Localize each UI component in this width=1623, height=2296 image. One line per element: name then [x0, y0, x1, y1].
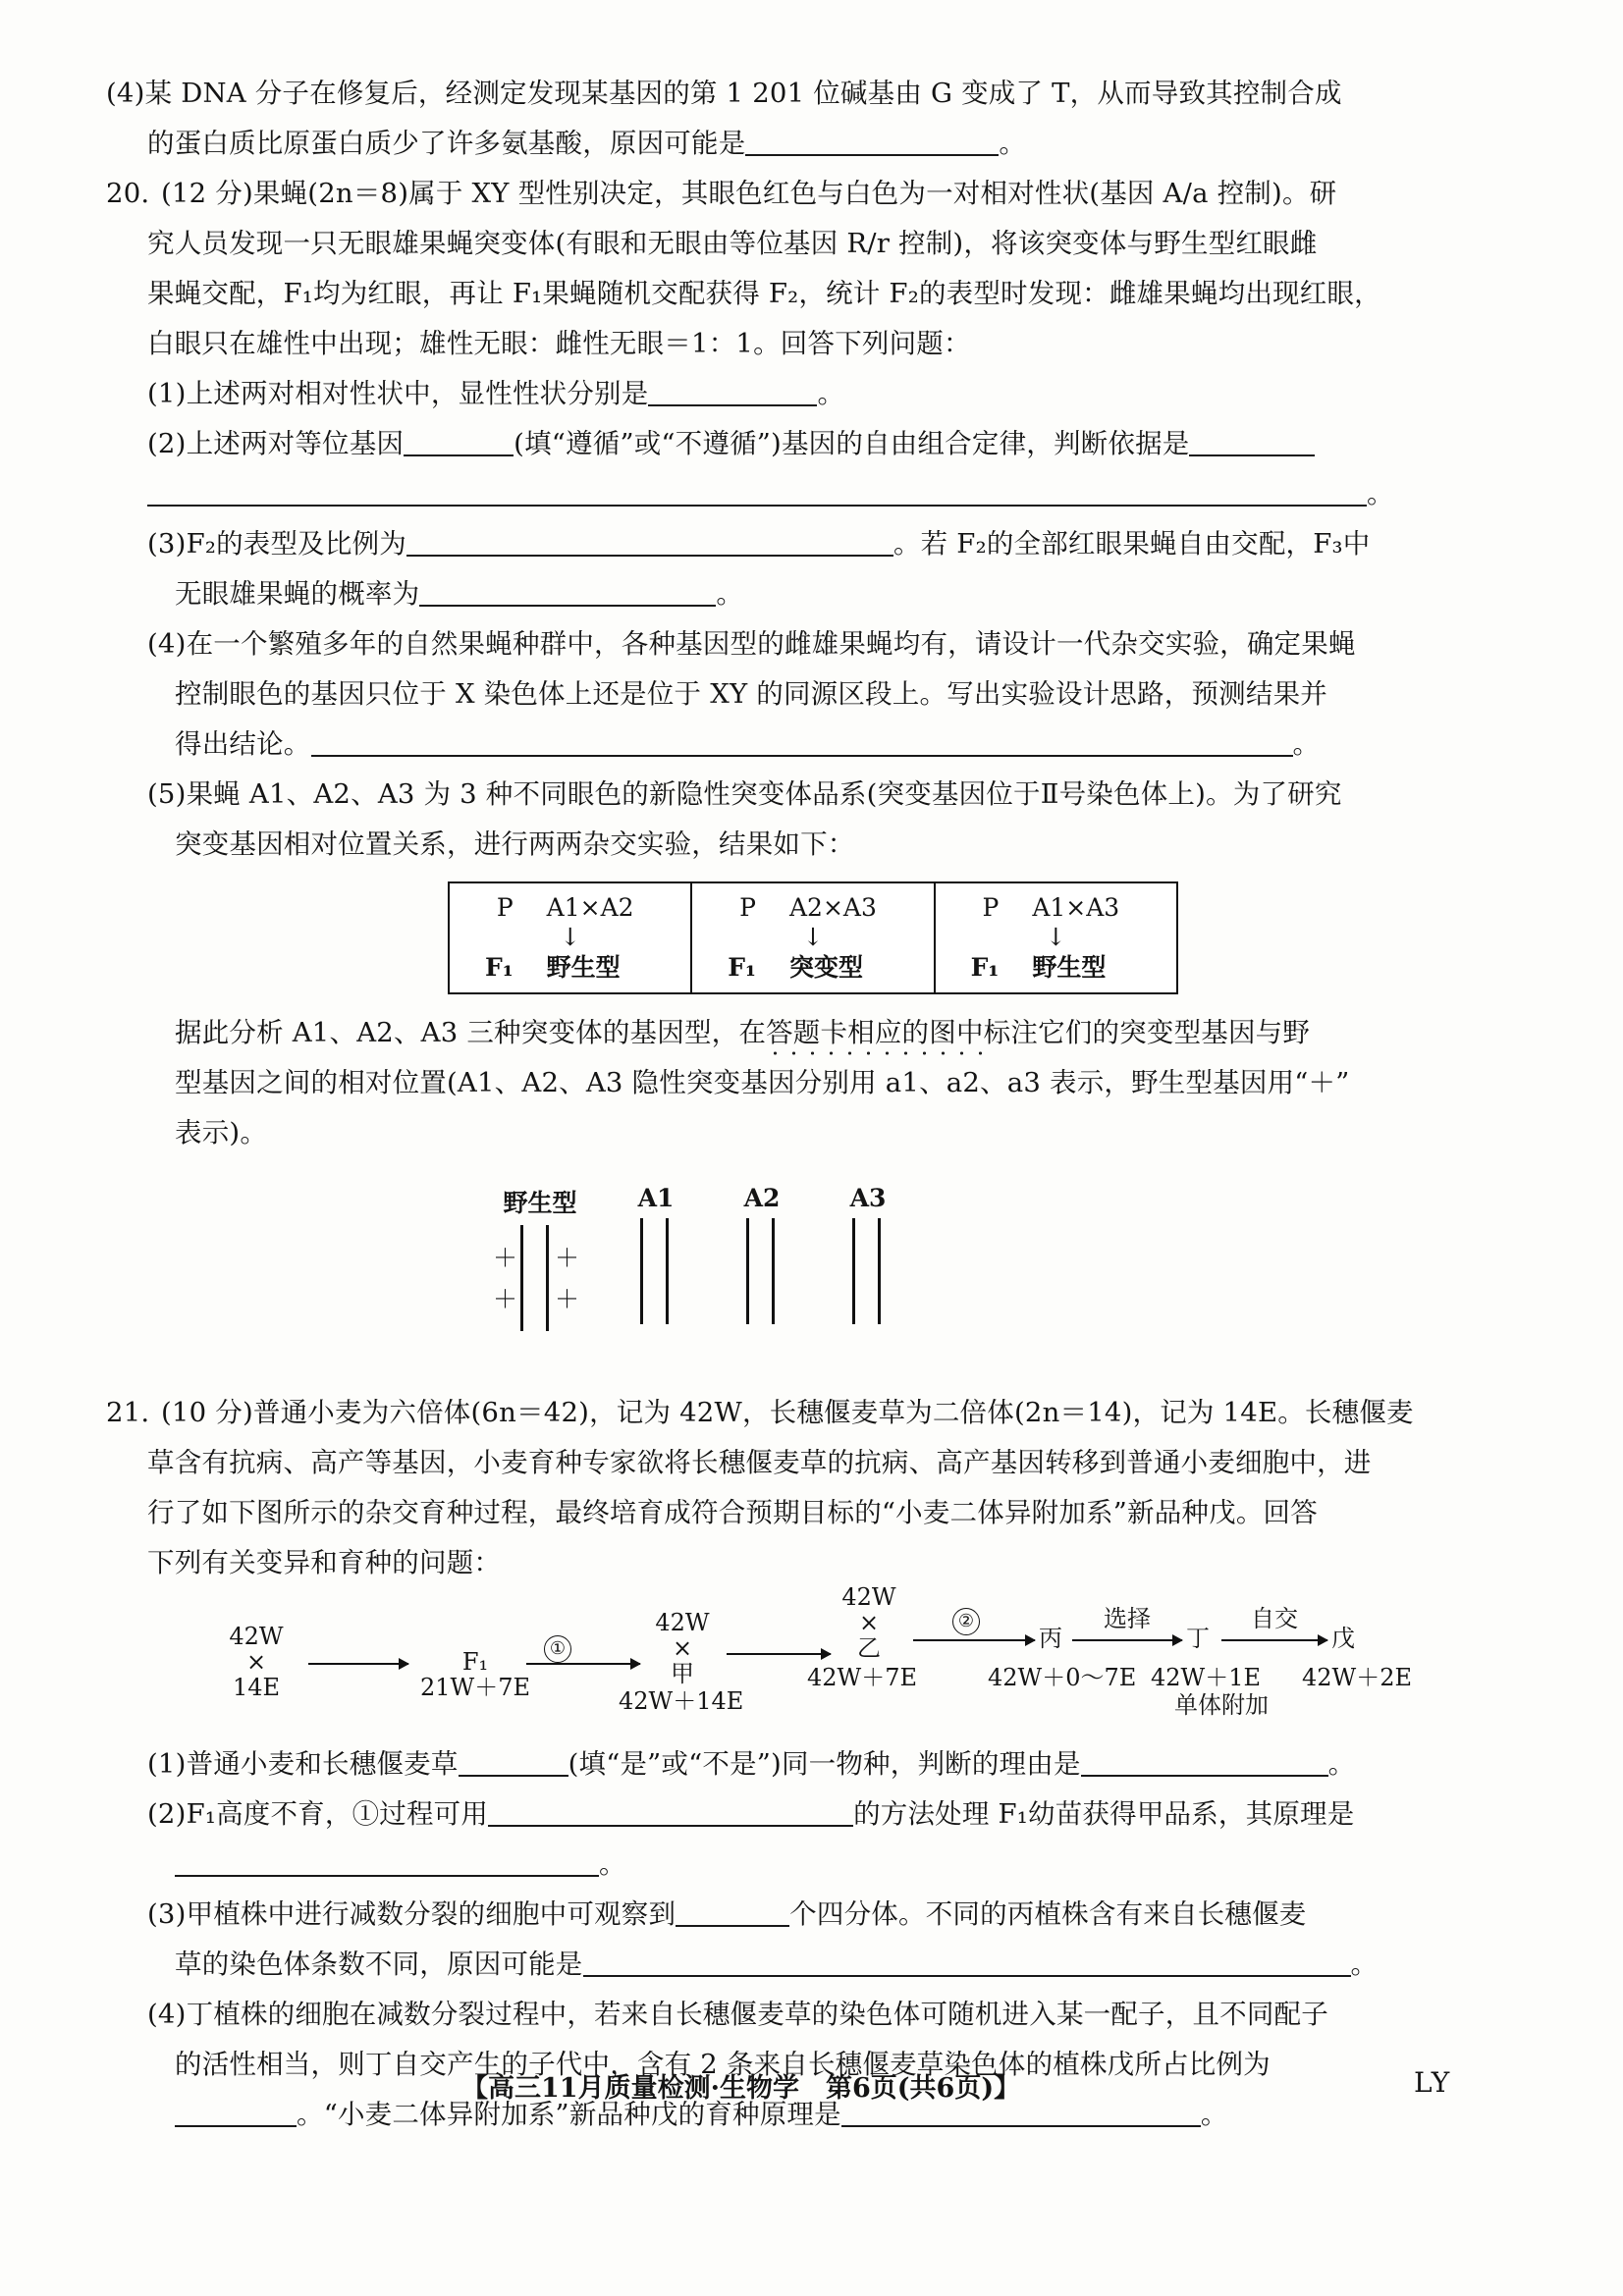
cross-f-row-3: [936, 952, 1176, 983]
q21-sub3-line2: [106, 1940, 1520, 1990]
q20-sub2-line2: [106, 469, 1520, 519]
cross-f-row-2: [692, 952, 933, 983]
chrom-group-a3: [839, 1184, 897, 1324]
q21-sub4-text2: 的活性相当，则丁自交产生的子代中，含有 2 条来自长穗偃麦草染色体的植株戊所占比例为: [175, 2049, 1271, 2080]
flow-arrow-1-icon: [308, 1663, 408, 1665]
q20-sub4-blank[interactable]: [311, 732, 1293, 757]
q20-sub2-blank2[interactable]: [1189, 432, 1315, 456]
footer-title: 【高三11月质量检测·生物学 第6页(共6页)】: [461, 2073, 1021, 2104]
chrom-group-wildtype: [491, 1184, 589, 1331]
cross-arrow-3: ↓: [1045, 923, 1066, 951]
flow-step-2: [952, 1606, 980, 1635]
q21-sub4-text3: 。“小麦二体异附加系”新品种戊的育种原理是: [297, 2099, 841, 2130]
q19-part4-text1: 某 DNA 分子在修复后，经测定发现某基因的第 1 201 位碱基由 G 变成了 T，从而导致其控制合成: [144, 78, 1342, 109]
q20-sub5-after-a: 据此分析 A1、A2、A3 三种突变体的基因型，在: [175, 1017, 767, 1048]
q20-stem-line2: [106, 219, 1520, 269]
q20-sub4-period: 。: [1292, 728, 1321, 760]
q21-sub1-label: (1): [147, 1748, 187, 1780]
chromatid-right: [666, 1218, 669, 1324]
flow-wu-label: 戊: [1331, 1625, 1355, 1652]
flow-yi-sub: 42W＋7E: [807, 1664, 917, 1691]
q20-sub4-line1: [106, 619, 1520, 669]
flow-arrow-6-icon: [1221, 1639, 1327, 1641]
cross-p-value-3: A1×A3: [1032, 893, 1120, 922]
wildtype-plus-4: ＋: [555, 1285, 580, 1313]
q20-sub2-line1: [106, 419, 1520, 469]
q20-sub3-line1: [106, 519, 1520, 569]
chromatid-right: [878, 1218, 881, 1324]
cross-f-value-1: 野生型: [546, 953, 621, 982]
chrom-label-a1: A1: [637, 1184, 675, 1212]
chrom-label-wildtype: 野生型: [503, 1189, 577, 1217]
flow-jia-group: [648, 1610, 717, 1686]
cross-f-label-3: F₁: [970, 953, 1000, 982]
flow-f1: [418, 1649, 532, 1700]
cross-f-value-3: 野生型: [1032, 953, 1107, 982]
flow-jia-top: 42W: [655, 1609, 710, 1636]
wildtype-plus-1: ＋: [493, 1244, 518, 1272]
q21-sub4-period: 。: [1200, 2099, 1228, 2130]
q21-sub1-text1: 普通小麦和长穗偃麦草: [186, 1748, 459, 1780]
flow-p1-top: 42W: [229, 1623, 284, 1650]
chrom-label-a3: A3: [849, 1184, 887, 1212]
q20-sub5-after-dotted: 答题卡相应的图中: [766, 1017, 984, 1048]
q20-sub3-text3: 无眼雄果蝇的概率为: [175, 578, 420, 610]
q20-sub3-text1: F₂的表型及比例为: [186, 528, 406, 560]
chromosome-diagram: [106, 1184, 1520, 1331]
q21-number: 21.: [106, 1397, 150, 1428]
q21-stem-line3: [106, 1488, 1520, 1538]
q20-stem-text1: 果蝇(2n＝8)属于 XY 型性别决定，其眼色红色与白色为一对相对性状(基因 A/a 控制)。研: [252, 178, 1337, 209]
q21-sub3-period: 。: [1350, 1949, 1379, 1980]
q21-stem-text1: 普通小麦为六倍体(6n＝42)，记为 42W，长穗偃麦草为二倍体(2n＝14)，记为 14E。长穗偃麦: [252, 1397, 1414, 1428]
q20-score: (12 分): [161, 178, 253, 209]
q20-sub5-line1: [106, 770, 1520, 820]
q21-sub4-blank1[interactable]: [175, 2103, 297, 2127]
flow-ding-note: 单体附加: [1174, 1691, 1269, 1719]
q20-sub4-text3: 得出结论。: [175, 728, 311, 760]
chrom-group-a2: [732, 1184, 791, 1324]
flow-wu-sub: 42W＋2E: [1302, 1664, 1412, 1691]
q21-sub3-text2: 个四分体。不同的丙植株含有来自长穗偃麦: [789, 1898, 1307, 1930]
q20-sub4-label: (4): [147, 628, 187, 660]
q20-sub5-line2: [106, 820, 1520, 870]
cross-f-label-2: F₁: [728, 953, 756, 982]
q20-sub4-line2: [106, 669, 1520, 720]
q20-sub3-blank1[interactable]: [406, 532, 893, 557]
q19-part4-line2: [106, 119, 1520, 169]
q20-sub5-label: (5): [147, 778, 187, 810]
q20-sub2-blank1[interactable]: [404, 432, 514, 456]
flow-parent-1: [214, 1624, 298, 1700]
chrom-pair-a3[interactable]: [839, 1218, 897, 1324]
chromatid-left: [640, 1218, 643, 1324]
q21-sub4-blank2[interactable]: [841, 2103, 1201, 2127]
q21-sub2-line1: [106, 1789, 1520, 1840]
q21-sub2-blank2[interactable]: [175, 1852, 599, 1877]
flow-arrow-5-icon: [1072, 1639, 1182, 1641]
q21-sub4-text1: 丁植株的细胞在减数分裂过程中，若来自长穗偃麦草的染色体可随机进入某一配子，且不同配子: [186, 1999, 1328, 2030]
flow-select-label: 选择: [1104, 1605, 1151, 1632]
q20-stem-text4: 白眼只在雄性中出现；雄性无眼：雌性无眼＝1：1。回答下列问题：: [147, 328, 971, 359]
q21-sub3-blank1[interactable]: [676, 1902, 789, 1927]
flow-p1-cross-icon: ×: [245, 1648, 267, 1676]
flow-jia-cross-icon: ×: [672, 1634, 693, 1662]
chrom-pair-a1[interactable]: [626, 1218, 685, 1324]
q20-stem-text3: 果蝇交配，F₁均为红眼，再让 F₁果蝇随机交配获得 F₂，统计 F₂的表型时发现：雌雄果蝇均出现红眼，: [147, 278, 1381, 309]
cross-p-label-3: P: [982, 893, 1000, 922]
flow-yi-group: [835, 1584, 903, 1661]
cross-p-row-1: [450, 892, 690, 923]
flow-jia-label: 甲: [671, 1660, 694, 1687]
chromatid-right: [772, 1218, 775, 1324]
cross-result-table: [448, 881, 1178, 994]
flow-ding-label: 丁: [1186, 1625, 1210, 1652]
q20-sub5-after-line2: [106, 1058, 1520, 1108]
cross-p-label-2: P: [739, 893, 756, 922]
q21-stem-text4: 下列有关变异和育种的问题：: [147, 1547, 502, 1578]
flow-arrow-4-icon: [913, 1639, 1035, 1641]
q21-sub2-blank1[interactable]: [488, 1802, 853, 1827]
flow-p1-bottom: 14E: [232, 1674, 281, 1701]
q20-sub5-after-b: 标注它们的突变型基因与野: [983, 1017, 1311, 1048]
flow-yi-top: 42W: [841, 1583, 896, 1611]
q20-number: 20.: [106, 178, 150, 209]
q20-sub1-text: 上述两对相对性状中，显性性状分别是: [186, 378, 649, 409]
q20-sub1-blank[interactable]: [648, 382, 817, 406]
chromatid-left: [852, 1218, 855, 1324]
q21-stem-text3: 行了如下图所示的杂交育种过程，最终培育成符合预期目标的“小麦二体异附加系”新品种戊。回答: [147, 1497, 1318, 1528]
q20-stem-line4: [106, 319, 1520, 369]
q21-sub3-blank2[interactable]: [583, 1952, 1351, 1977]
chromatid-right: [546, 1225, 549, 1331]
q21-sub2-line2: [106, 1840, 1520, 1890]
q21-sub1-text2: (填“是”或“不是”)同一物种，判断的理由是: [568, 1748, 1081, 1780]
chrom-group-a1: [626, 1184, 685, 1324]
chrom-pair-a2[interactable]: [732, 1218, 791, 1324]
q20-sub3-blank2[interactable]: [419, 582, 716, 607]
cross-f-value-2: 突变型: [788, 953, 863, 982]
footer-code: LY: [1414, 2066, 1451, 2099]
q20-sub3-label: (3): [147, 528, 187, 560]
q20-sub3-text2: 。若 F₂的全部红眼果蝇自由交配，F₃中: [893, 528, 1371, 560]
q21-score: (10 分): [161, 1397, 253, 1428]
chromatid-left: [746, 1218, 749, 1324]
q20-sub2-blank3[interactable]: [147, 482, 1367, 507]
q20-sub1-label: (1): [147, 378, 187, 409]
cross-cell-3: [936, 883, 1176, 992]
q21-sub2-period: 。: [599, 1848, 626, 1880]
q21-stem-line2: [106, 1438, 1520, 1488]
q20-sub5-after-text2: 型基因之间的相对位置(A1、A2、A3 隐性突变基因分别用 a1、a2、a3 表示，野生型基因用“＋”: [175, 1067, 1350, 1098]
q19-part4-label: (4): [106, 78, 145, 109]
q21-sub1: [106, 1739, 1520, 1789]
q20-stem-text2: 究人员发现一只无眼雄果蝇突变体(有眼和无眼由等位基因 R/r 控制)，将该突变体与野生型红眼雌: [147, 228, 1318, 259]
q20-sub2-text1: 上述两对等位基因: [186, 428, 405, 459]
q21-sub2-text2: 的方法处理 F₁幼苗获得甲品系，其原理是: [853, 1798, 1355, 1830]
q20-sub4-text2: 控制眼色的基因只位于 X 染色体上还是位于 XY 的同源区段上。写出实验设计思路，预测结果并: [175, 678, 1327, 710]
flow-step1-number: ①: [544, 1635, 571, 1663]
flow-step-1: [544, 1633, 571, 1663]
flow-bing-label: 丙: [1039, 1625, 1062, 1652]
q20-sub3-line2: [106, 569, 1520, 619]
cross-p-row-2: [692, 892, 933, 923]
cross-cell-2: [692, 883, 935, 992]
cross-p-value-2: A2×A3: [788, 893, 877, 922]
flow-step2-number: ②: [952, 1608, 980, 1635]
q21-sub3-text1: 甲植株中进行减数分裂的细胞中可观察到: [186, 1898, 676, 1930]
flow-self-label: 自交: [1251, 1605, 1298, 1632]
q20-sub1: [106, 369, 1520, 419]
page-content: [106, 69, 1520, 2140]
flow-f1-sub: 21W＋7E: [420, 1674, 530, 1701]
q20-sub1-period: 。: [817, 378, 845, 409]
q20-stem-line3: [106, 269, 1520, 319]
q21-stem-line4: [106, 1538, 1520, 1588]
cross-p-label-1: P: [496, 893, 514, 922]
q21-sub1-period: 。: [1327, 1748, 1356, 1780]
q21-sub3-text3: 草的染色体条数不同，原因可能是: [175, 1949, 583, 1980]
q20-sub3-period: 。: [716, 578, 744, 610]
q20-sub5-after-line3: [106, 1108, 1520, 1158]
q20-stem-line1: [106, 169, 1520, 219]
cross-arrow-1: ↓: [560, 923, 581, 951]
q21-sub1-blank2[interactable]: [1081, 1752, 1328, 1777]
q19-part4-period: 。: [999, 128, 1027, 159]
q21-sub1-blank1[interactable]: [459, 1752, 568, 1777]
cross-f-row-1: [450, 952, 690, 983]
chromatid-left: [520, 1225, 523, 1331]
q20-sub2-period: 。: [1367, 478, 1394, 509]
q21-sub4-line1: [106, 1990, 1520, 2040]
q21-sub2-text1: F₁高度不育，①过程可用: [186, 1798, 489, 1830]
q19-part4-blank[interactable]: [745, 132, 999, 156]
cross-arrow-2: ↓: [802, 923, 824, 951]
q20-sub5-text2: 突变基因相对位置关系，进行两两杂交实验，结果如下：: [175, 828, 855, 860]
flow-jia-sub: 42W＋14E: [619, 1687, 744, 1715]
q19-part4-text2: 的蛋白质比原蛋白质少了许多氨基酸，原因可能是: [147, 128, 746, 159]
breeding-flow-diagram: [106, 1583, 1520, 1719]
q21-sub4-label: (4): [147, 1999, 187, 2030]
q21-sub2-label: (2): [147, 1798, 187, 1830]
flow-arrow-2-icon: [526, 1663, 640, 1665]
cross-p-row-3: [936, 892, 1176, 923]
flow-f1-label: F₁: [461, 1648, 489, 1676]
flow-yi-label: 乙: [857, 1634, 881, 1662]
wildtype-plus-2: ＋: [555, 1244, 580, 1272]
flow-bing-sub: 42W＋0～7E: [988, 1664, 1137, 1691]
q21-stem-text2: 草含有抗病、高产等基因，小麦育种专家欲将长穗偃麦草的抗病、高产基因转移到普通小麦细胞中，进: [147, 1447, 1372, 1478]
q21-sub3-line1: [106, 1890, 1520, 1940]
chrom-pair-wildtype: [491, 1225, 589, 1331]
q20-sub2-text2: (填“遵循”或“不遵循”)基因的自由组合定律，判断依据是: [514, 428, 1190, 459]
cross-p-value-1: A1×A2: [546, 893, 634, 922]
q19-part4-line1: [106, 69, 1520, 119]
flow-ding-sub: 42W＋1E: [1151, 1664, 1261, 1691]
q20-sub4-text1: 在一个繁殖多年的自然果蝇种群中，各种基因型的雌雄果蝇均有，请设计一代杂交实验，确定果蝇: [186, 628, 1356, 660]
chrom-label-a2: A2: [743, 1184, 781, 1212]
cross-cell-1: [450, 883, 692, 992]
q21-sub3-label: (3): [147, 1898, 187, 1930]
q20-sub2-label: (2): [147, 428, 187, 459]
q20-sub4-line3: [106, 720, 1520, 770]
cross-f-label-1: F₁: [484, 953, 514, 982]
q20-sub5-after-text3: 表示)。: [175, 1117, 268, 1148]
flow-yi-cross-icon: ×: [858, 1609, 880, 1636]
q20-sub5-after-line1: [106, 1008, 1520, 1058]
flow-arrow-3-icon: [727, 1653, 831, 1655]
q20-sub5-text1: 果蝇 A1、A2、A3 为 3 种不同眼色的新隐性突变体品系(突变基因位于Ⅱ号染色体上)。为了研究: [186, 778, 1342, 810]
wildtype-plus-3: ＋: [493, 1285, 518, 1313]
q21-stem-line1: [106, 1388, 1520, 1438]
